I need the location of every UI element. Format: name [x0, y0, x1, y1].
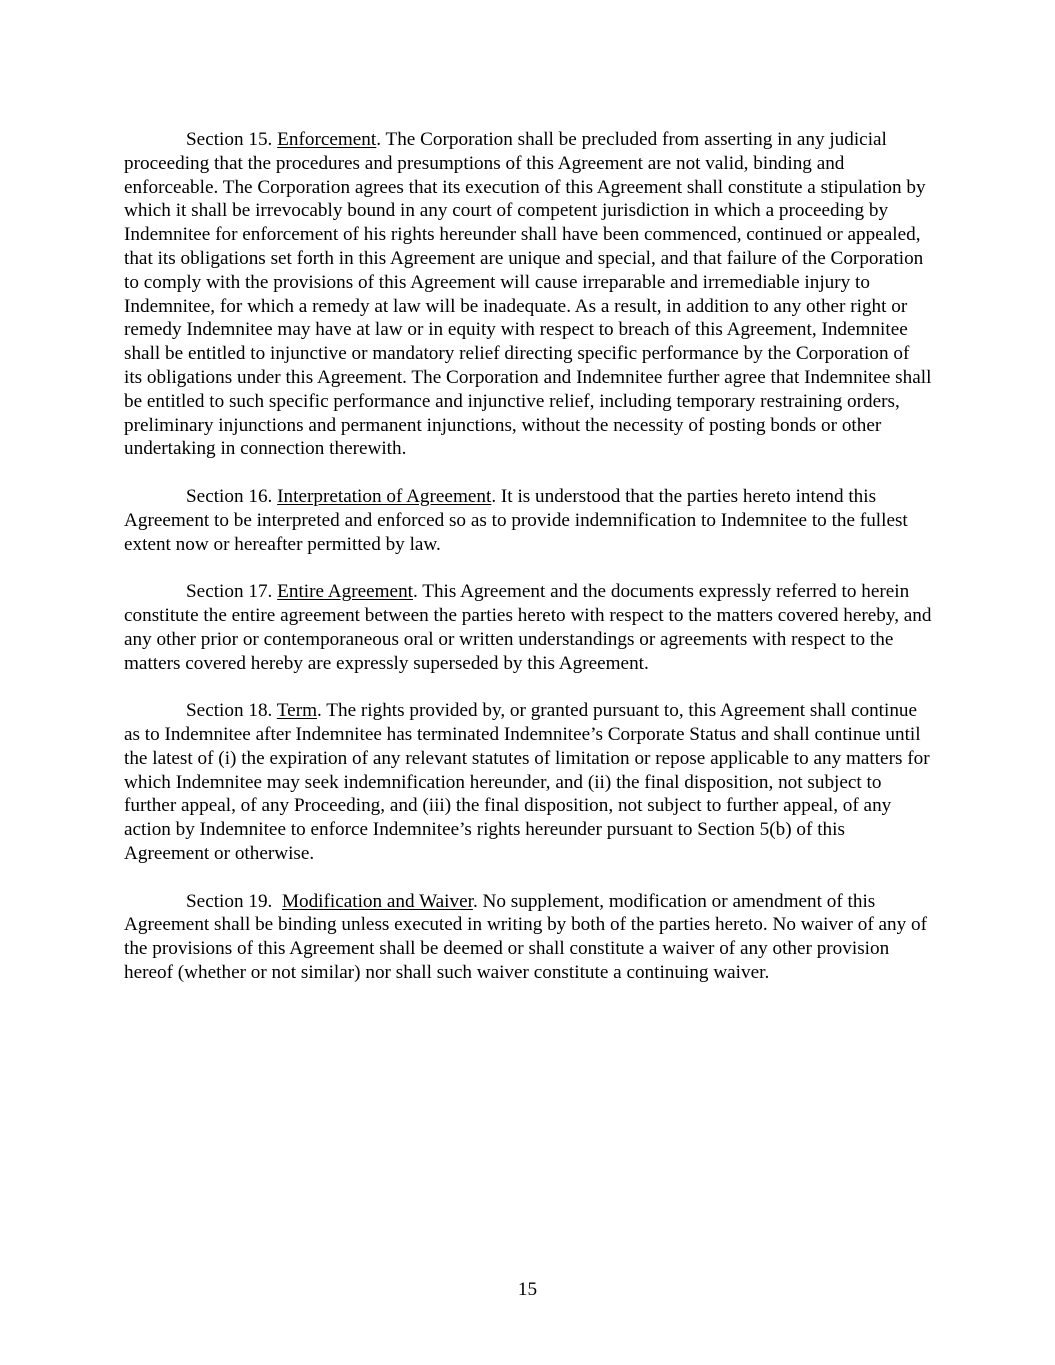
section-15-body: . The Corporation shall be precluded from asserting in any judicial proceeding that the procedures and presumptions of this Agreement are not valid, binding and enforceable. The Corporation agrees that its execution of this Agreement shall constitute a stipulation by which it shall be irrevocably bound in any court of competent jurisdiction in which a proceeding by Indemnitee for enforcement of his rights hereunder shall have been commenced, continued or appealed, that its obligations set forth in this Agreement are unique and special, and that failure of the Corporation to comply with the provisions of this Agreement will cause irreparable and irremediable injury to Indemnitee, for which a remedy at law will be inadequate. As a result, in addition to any other right or remedy Indemnitee may have at law or in equity with respect to breach of this Agreement, Indemnitee shall be entitled to injunctive or mandatory relief directing specific performance by the Corporation of its obligations under this Agreement. The Corporation and Indemnitee further agree that Indemnitee shall be entitled to such specific performance and injunctive relief, including temporary restraining orders, preliminary injunctions and permanent injunctions, without the necessity of posting bonds or other undertaking in connection therewith. — [124, 129, 932, 460]
section-16-body: . It is understood that the parties hereto intend this Agreement to be interpreted and enforced so as to provide indemnification to Indemnitee to the fullest extent now or hereafter permitted by law. — [124, 485, 908, 555]
section-18-term — [124, 699, 932, 866]
section-18-body: . The rights provided by, or granted pursuant to, this Agreement shall continue as to Indemnitee after Indemnitee has terminated Indemnitee’s Corporate Status and shall continue until the latest of (i) the expiration of any relevant statutes of limitation or repose applicable to any matters for which Indemnitee may seek indemnification hereunder, and (ii) the final disposition, not subject to further appeal, of any Proceeding, and (iii) the final disposition, not subject to further appeal, of any action by Indemnitee to enforce Indemnitee’s rights hereunder pursuant to Section 5(b) of this Agreement or otherwise. — [124, 700, 930, 864]
section-18-label: Section 18. — [186, 700, 277, 722]
section-19-label: Section 19. — [186, 890, 282, 912]
section-15-label: Section 15. — [186, 129, 278, 150]
section-16-label: Section 16. — [186, 485, 278, 507]
section-16-title: Interpretation of Agreement — [277, 485, 492, 507]
section-19-body: . No supplement, modification or amendment of this Agreement shall be binding unless executed in writing by both of the parties hereto. No waiver of any of the provisions of this Agreement shall be deemed or shall constitute a waiver of any other provision hereof (whether or not similar) nor shall such waiver constitute a continuing waiver. — [124, 890, 927, 983]
section-16-interpretation — [124, 485, 932, 556]
page-number: 15 — [517, 1279, 538, 1300]
section-19-modification-waiver — [124, 890, 932, 985]
section-15-enforcement — [124, 128, 932, 461]
section-15-title: Enforcement — [277, 129, 377, 150]
section-17-body: . This Agreement and the documents expressly referred to herein constitute the entire agreement between the parties hereto with respect to the matters covered hereby, and any other prior or contemporaneous oral or written understandings or agreements with respect to the matters covered hereby are expressly superseded by this Agreement. — [124, 581, 932, 674]
section-17-entire-agreement — [124, 580, 932, 675]
section-18-title: Term — [276, 700, 318, 722]
section-17-title: Entire Agreement — [277, 581, 413, 603]
document-page — [124, 128, 932, 1008]
section-17-label: Section 17. — [186, 581, 278, 603]
section-19-title: Modification and Waiver — [281, 890, 473, 912]
